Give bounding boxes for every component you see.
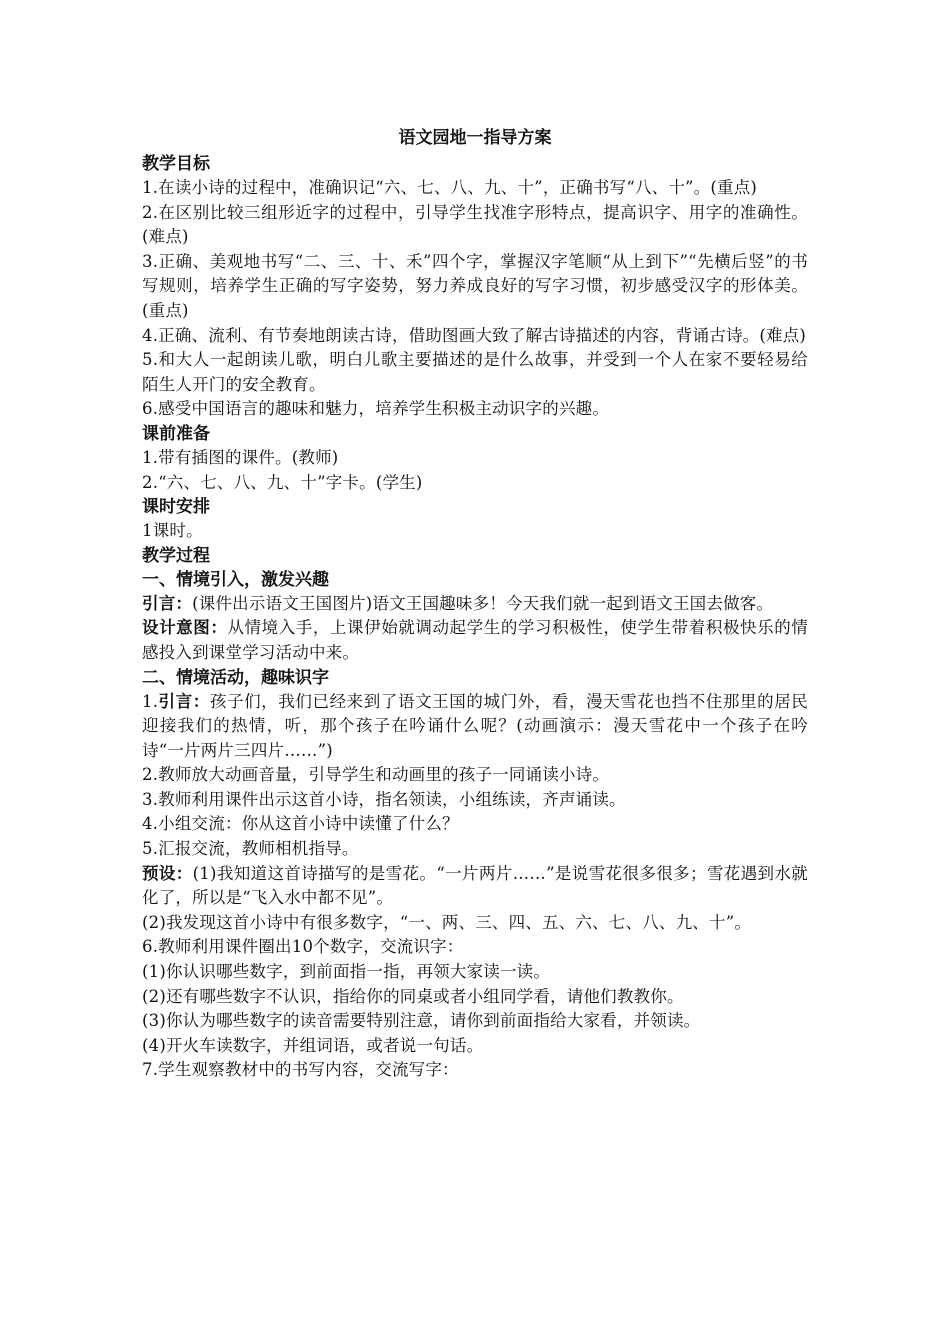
step-item: 3.教师利用课件出示这首小诗，指名领读，小组练读，齐声诵读。	[142, 789, 626, 809]
step1-paragraph	[142, 690, 808, 764]
design-paragraph	[142, 616, 808, 665]
preset-item: (2)我发现这首小诗中有很多数字，“一、两、三、四、五、六、七、八、九、十”。	[142, 912, 752, 932]
objective-item: 6.感受中国语言的趣味和魅力，培养学生积极主动识字的兴趣。	[142, 399, 610, 419]
step7-text: 7.学生观察教材中的书写内容，交流写字：	[142, 1060, 459, 1080]
objectives-heading: 教学目标	[142, 154, 210, 174]
preparation-item: 1.带有插图的课件。(教师)	[142, 447, 339, 467]
step-item: 4.小组交流：你从这首小诗中读懂了什么？	[142, 814, 459, 834]
intro-text: (课件出示语文王国图片)语文王国趣味多！今天我们就一起到语文王国去做客。	[192, 593, 774, 613]
preparation-item: 2.“六、七、八、九、十”字卡。(学生)	[142, 472, 423, 492]
part2-heading: 二、情境活动，趣味识字	[142, 667, 329, 688]
step1-text: 孩子们，我们已经来到了语文王国的城门外，看，漫天雪花也挡不住那里的居民迎接我们的热情，听，那个孩子在吟诵什么呢？(动画演示：漫天雪花中一个孩子在吟诗“一片两片三四片……”)	[142, 691, 809, 760]
preset-lead: 预设：	[142, 863, 193, 883]
objective-item: 3.正确、美观地书写“二、三、十、禾”四个字，掌握汉字笔顺“从上到下”“先横后竖”的书写规则，培养学生正确的写字姿势，努力养成良好的写字习惯，初步感受汉字的形体美。(重点)	[142, 251, 808, 320]
preparation-heading: 课前准备	[142, 423, 210, 444]
preset-text: (1)我知道这首诗描写的是雪花。“一片两片……”是说雪花很多很多；雪花遇到水就化了，所以是“飞入水中都不见”。	[142, 863, 808, 908]
step1-lead: 引言：	[158, 691, 210, 711]
step-item: 5.汇报交流，教师相机指导。	[142, 839, 359, 859]
step1-prefix: 1.	[142, 691, 159, 711]
document-title: 语文园地一指导方案	[398, 128, 552, 148]
objective-item: 5.和大人一起朗读儿歌，明白儿歌主要描述的是什么故事，并受到一个人在家不要轻易给陌生人开门的安全教育。	[142, 350, 808, 394]
design-text: 从情境入手，上课伊始就调动起学生的学习积极性，使学生带着积极快乐的情感投入到课堂学习活动中来。	[142, 618, 808, 662]
design-lead: 设计意图：	[142, 618, 228, 638]
schedule-text: 1课时。	[142, 521, 203, 541]
objective-item: 1.在读小诗的过程中，准确识记“六、七、八、九、十”，正确书写“八、十”。(重点)	[142, 178, 758, 197]
step6-item: (3)你认为哪些数字的读音需要特别注意，请你到前面指给大家看，并领读。	[142, 1011, 701, 1031]
intro-paragraph	[142, 592, 808, 617]
step6-text: 6.教师利用课件圈出10个数字，交流识字：	[142, 937, 464, 957]
part1-heading: 一、情境引入，激发兴趣	[142, 569, 329, 590]
step-item: 2.教师放大动画音量，引导学生和动画里的孩子一同诵读小诗。	[142, 765, 610, 785]
intro-lead: 引言：	[142, 593, 193, 613]
objective-item: 2.在区别比较三组形近字的过程中，引导学生找准字形特点，提高识字、用字的准确性。(难点)	[142, 202, 808, 247]
step6-item: (4)开火车读数字，并组词语，或者说一句话。	[142, 1035, 484, 1055]
preset-paragraph	[142, 862, 808, 911]
objective-item: 4.正确、流利、有节奏地朗读古诗，借助图画大致了解古诗描述的内容，背诵古诗。(难点)	[142, 325, 807, 345]
process-heading: 教学过程	[142, 545, 210, 566]
schedule-heading: 课时安排	[142, 497, 210, 518]
step6-item: (1)你认识哪些数字，到前面指一指，再领大家读一读。	[142, 962, 551, 982]
step6-item: (2)还有哪些数字不认识，指给你的同桌或者小组同学看，请他们教教你。	[142, 986, 684, 1006]
